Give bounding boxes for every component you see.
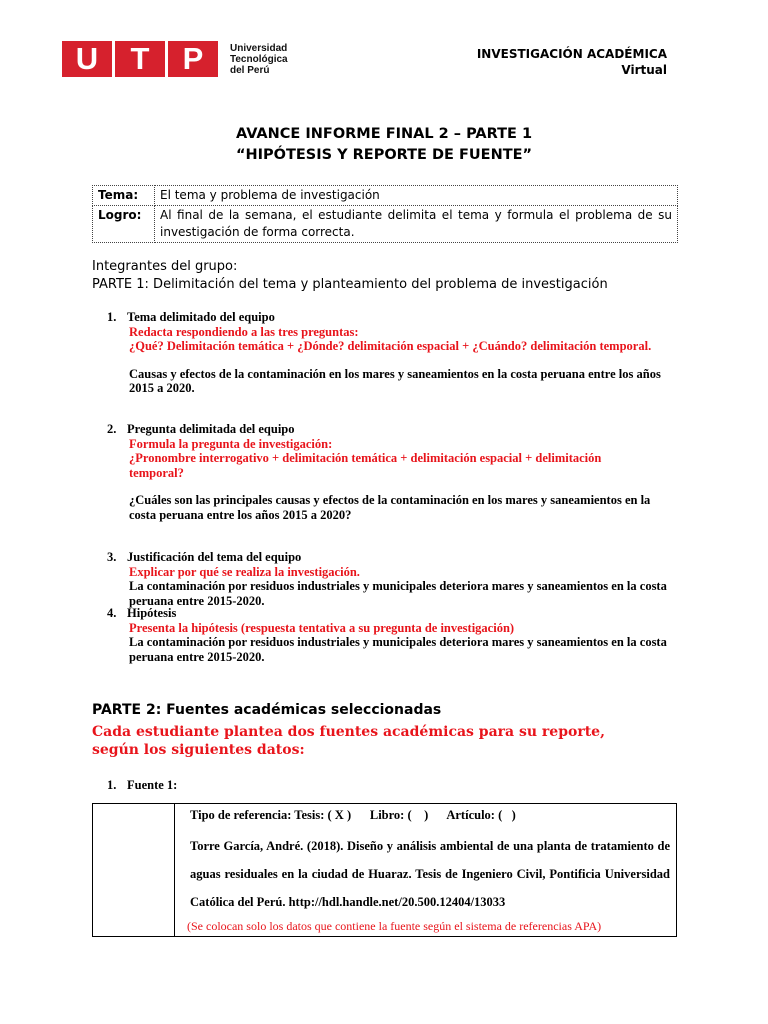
fuente-title: Fuente 1: xyxy=(127,778,178,792)
item-1 xyxy=(107,310,677,396)
logo-line-2: Tecnológica xyxy=(230,53,288,65)
item-instruction: Explicar por qué se realiza la investigación. xyxy=(129,564,360,579)
logo-line-1: Universidad xyxy=(230,42,288,54)
item-answer: La contaminación por residuos industriales y municipales deteriora mares y saneamientos en la costa peruana entre 2015-2020. xyxy=(129,635,667,664)
item-number: 1. xyxy=(107,310,117,324)
logo-letter-u: U xyxy=(62,41,112,77)
tema-value: El tema y problema de investigación xyxy=(155,186,678,206)
item-title: Tema delimitado del equipo xyxy=(127,310,275,324)
item-3 xyxy=(107,550,677,608)
parte1-heading: PARTE 1: Delimitación del tema y planteamiento del problema de investigación xyxy=(92,277,608,292)
item-instruction: Presenta la hipótesis (respuesta tentativa a su pregunta de investigación) xyxy=(129,620,515,635)
reference-cell xyxy=(187,807,670,934)
logo-letter-t: T xyxy=(115,41,165,77)
reference-table xyxy=(92,803,677,937)
item-title: Justificación del tema del equipo xyxy=(127,550,302,564)
item-number: 3. xyxy=(107,550,117,564)
item-instruction-detail: ¿Qué? Delimitación temática + ¿Dónde? delimitación espacial + ¿Cuándo? delimitación temporal. xyxy=(129,339,652,353)
logro-label: Logro: xyxy=(93,206,155,243)
item-title: Hipótesis xyxy=(127,606,177,620)
reference-type: Tipo de referencia: Tesis: ( X ) Libro: ( ) Artículo: ( ) xyxy=(190,808,516,822)
parte2-instruction: Cada estudiante plantea dos fuentes académicas para su reporte, según los siguientes datos: xyxy=(92,724,605,758)
logo-wordmark xyxy=(230,43,288,76)
utp-logo xyxy=(62,41,288,77)
item-number: 4. xyxy=(107,606,117,620)
header-course-info xyxy=(477,46,667,78)
course-mode: Virtual xyxy=(621,63,667,77)
table-row xyxy=(93,206,678,243)
table-row xyxy=(93,186,678,206)
item-instruction: Redacta respondiendo a las tres preguntas: xyxy=(129,324,359,339)
integrantes-label: Integrantes del grupo: xyxy=(92,259,238,274)
item-answer: ¿Cuáles son las principales causas y efectos de la contaminación en los mares y saneamientos en la costa peruana entre los años 2015 a 2020? xyxy=(129,493,651,522)
course-name: INVESTIGACIÓN ACADÉMICA xyxy=(476,47,667,61)
item-instruction-detail: ¿Pronombre interrogativo + delimitación temática + delimitación espacial + delimitación temporal? xyxy=(129,451,602,480)
logo-letter-p: P xyxy=(168,41,218,77)
topic-table xyxy=(92,185,678,243)
item-4 xyxy=(107,606,677,664)
document-subtitle: “HIPÓTESIS Y REPORTE DE FUENTE” xyxy=(235,147,533,163)
document-title: AVANCE INFORME FINAL 2 – PARTE 1 xyxy=(235,126,533,142)
item-answer: La contaminación por residuos industriales y municipales deteriora mares y saneamientos en la costa peruana entre 2015-2020. xyxy=(129,579,667,608)
item-2 xyxy=(107,422,677,522)
parte2-heading: PARTE 2: Fuentes académicas seleccionadas xyxy=(92,702,442,718)
fuente-1-label xyxy=(107,778,177,793)
table-divider xyxy=(174,804,175,936)
logo-line-3: del Perú xyxy=(230,64,270,76)
item-title: Pregunta delimitada del equipo xyxy=(127,422,295,436)
item-instruction: Formula la pregunta de investigación: xyxy=(129,436,333,451)
logro-value: Al final de la semana, el estudiante delimita el tema y formula el problema de su investigación de forma correcta. xyxy=(155,206,678,243)
reference-citation: Torre García, André. (2018). Diseño y análisis ambiental de una planta de tratamiento de aguas residuales en la ciudad de Huaraz. Tesis de Ingeniero Civil, Pontificia Universidad Católica del Perú. http://hdl.handle.net/20.500.12404/13033 xyxy=(190,839,670,909)
reference-note: (Se colocan solo los datos que contiene la fuente según el sistema de referencias APA) xyxy=(187,919,602,933)
tema-label: Tema: xyxy=(93,186,155,206)
fuente-number: 1. xyxy=(107,778,117,792)
item-answer: Causas y efectos de la contaminación en los mares y saneamientos en la costa peruana entre los años 2015 a 2020. xyxy=(129,366,661,395)
item-number: 2. xyxy=(107,422,117,436)
